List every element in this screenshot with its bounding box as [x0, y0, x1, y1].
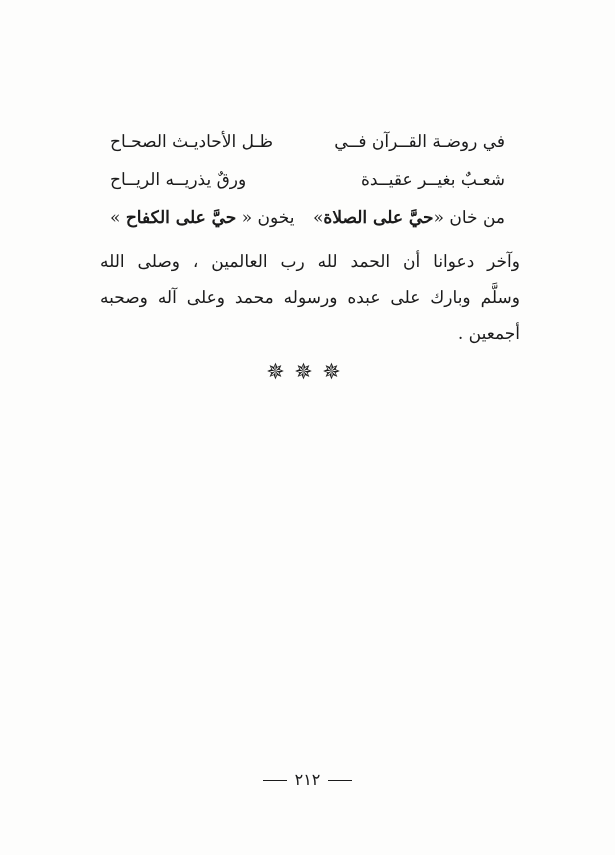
- page-number-footer: [0, 770, 615, 789]
- verse-2-first-hemistich: [361, 166, 505, 194]
- dash-divider: [328, 780, 352, 781]
- verse-1-second-hemistich: [110, 128, 273, 156]
- dash-divider: [263, 780, 287, 781]
- verse-3-first-hemistich: [313, 204, 505, 232]
- star-ornament-icon: ✵: [294, 360, 321, 385]
- hemistich-text: ورقٌ يذريــه الريــاح: [110, 170, 247, 190]
- hemistich-bold-text: حيَّ على الصلاة: [323, 208, 434, 228]
- star-ornament-icon: ✵: [322, 360, 349, 385]
- hemistich-text: في روضـة القــرآن فــي: [334, 132, 505, 152]
- verse-2-second-hemistich: [110, 166, 246, 194]
- hemistich-text: ظـل الأحاديـث الصحـاح: [110, 132, 274, 152]
- verse-line-1: [110, 128, 505, 166]
- hemistich-text: يخون «: [236, 208, 295, 228]
- prose-line-3: أجمعين .: [457, 324, 520, 344]
- hemistich-text: »: [110, 208, 126, 228]
- closing-paragraph: [100, 244, 520, 352]
- hemistich-bold-text: حيَّ على الكفاح: [125, 208, 237, 228]
- verse-1-first-hemistich: [334, 128, 505, 156]
- section-divider: [0, 360, 615, 385]
- hemistich-text: شعـبٌ بغيــر عقيــدة: [361, 170, 505, 190]
- verse-line-2: [110, 166, 505, 204]
- prose-line-1: وآخر دعوانا أن الحمد لله رب العالمين ، وصلى الله: [100, 252, 520, 272]
- page-number: ٢١٢: [294, 770, 321, 789]
- star-ornament-icon: ✵: [266, 360, 293, 385]
- verse-3-second-hemistich: [110, 204, 295, 232]
- hemistich-text: »: [313, 208, 324, 228]
- verse-line-3: [110, 204, 505, 242]
- poem-verses: [110, 128, 505, 242]
- prose-line-2: وسلَّم وبارك على عبده ورسوله محمد وعلى آله وصحبه: [100, 288, 520, 308]
- hemistich-text: من خان «: [433, 208, 505, 228]
